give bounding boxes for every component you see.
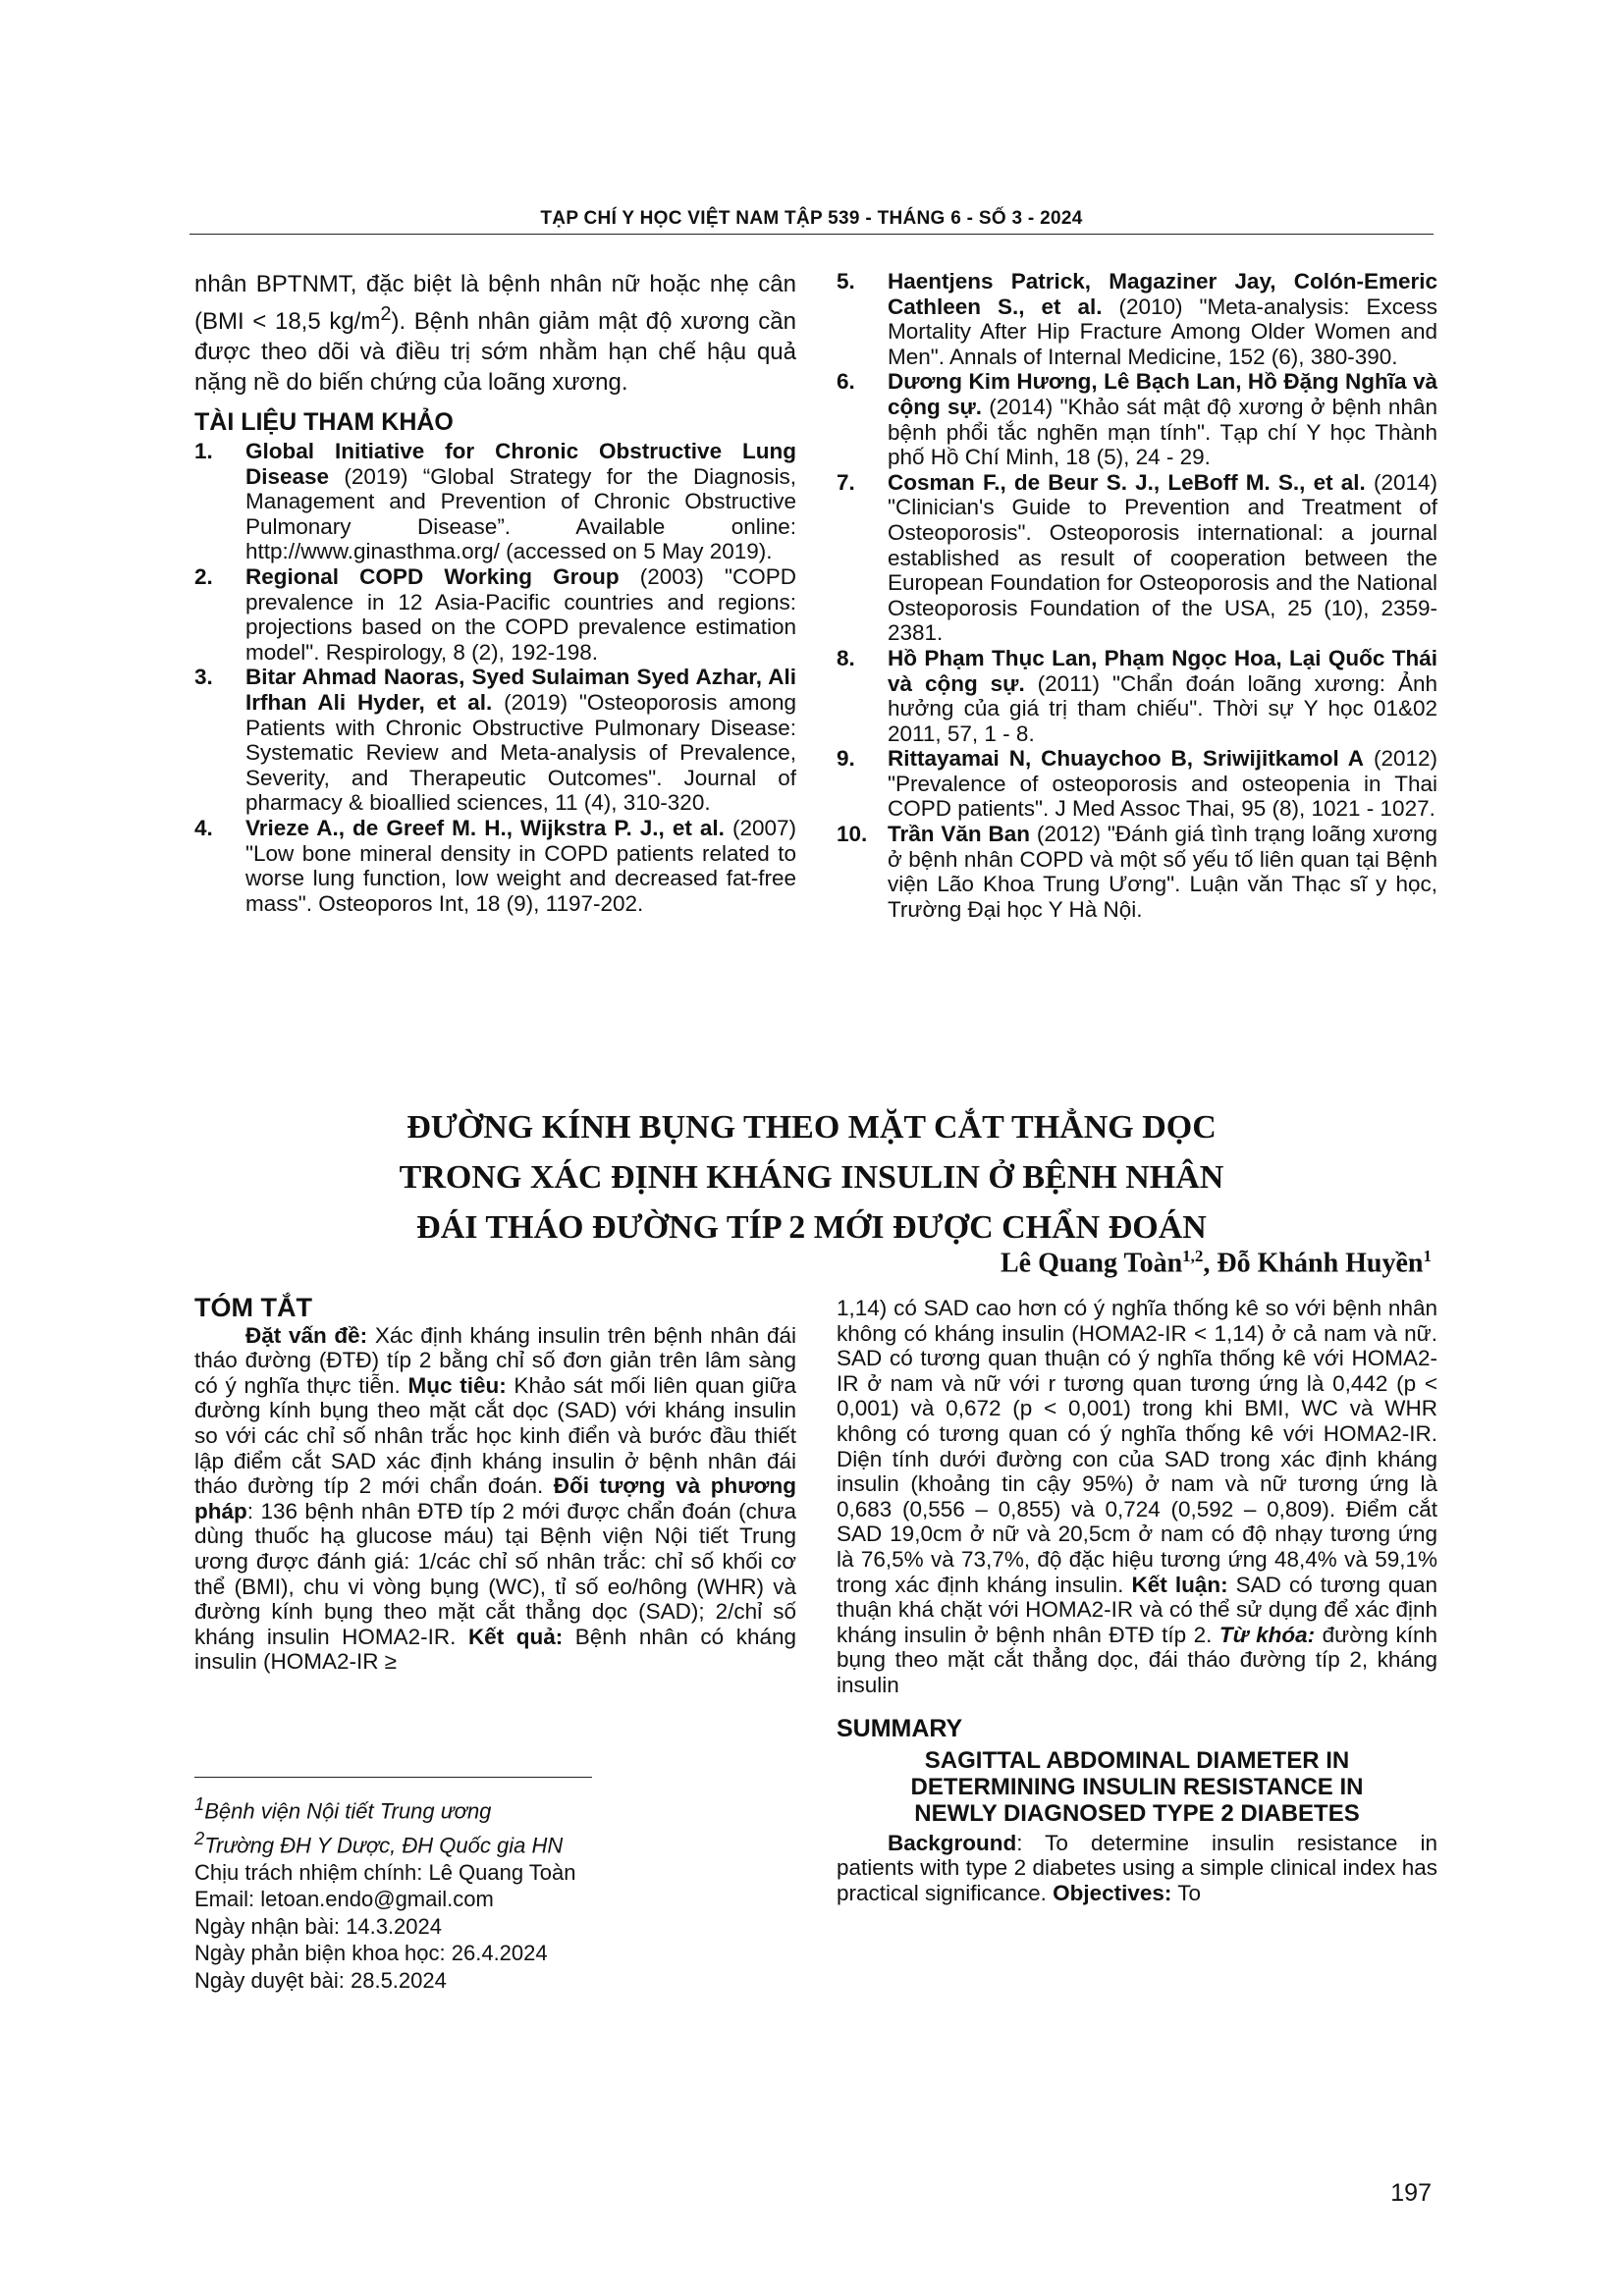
email: Email: letoan.endo@gmail.com	[194, 1887, 494, 1912]
reference-number: 5.	[837, 269, 855, 294]
summary-label: Background	[888, 1830, 1017, 1855]
reference-number: 4.	[194, 815, 213, 840]
article-title-line: ĐƯỜNG KÍNH BỤNG THEO MẶT CẮT THẲNG DỌC	[406, 1109, 1217, 1146]
summary-subtitle-line: NEWLY DIAGNOSED TYPE 2 DIABETES	[914, 1799, 1360, 1827]
reference-text: (2014) "Clinician's Guide to Prevention and Treatment of Osteoporosis". Osteoporosis international: a journal established as result of cooperation between the European Foundation for Osteoporosis and the National Osteoporosis Foundation of the USA, 25 (10), 2359-2381.	[888, 469, 1437, 646]
reference-list-left	[194, 439, 796, 916]
abstract-column-right	[837, 1296, 1437, 1905]
accepted-date: Ngày duyệt bài: 28.5.2024	[194, 1967, 447, 1993]
abstract-label: Đối tượng và phương pháp	[194, 1473, 796, 1523]
abstract-text: Khảo sát mối liên quan giữa đường kính bụng theo mặt cắt dọc (SAD) với kháng insulin so với các chỉ số nhân trắc học kinh điển và bước đầu thiết lập điểm cắt SAD xác định kháng insulin ở bệnh nhân đái tháo đường típ 2 mới chẩn đoán.	[194, 1372, 796, 1499]
reference-authors: Dương Kim Hương, Lê Bạch Lan, Hồ Đặng Nghĩa và cộng sự.	[888, 369, 1437, 419]
keywords-text: đường kính bụng theo mặt cắt thẳng dọc, đái tháo đường típ 2, kháng insulin	[837, 1622, 1437, 1697]
reference-item	[837, 822, 1437, 922]
abstract-label: Đặt vấn đề:	[245, 1322, 368, 1348]
keywords-label: Từ khóa:	[1218, 1622, 1316, 1647]
right-column-top	[837, 269, 1437, 922]
reference-authors: Vrieze A., de Greef M. H., Wijkstra P. J., et al.	[245, 815, 725, 840]
intro-text-part2: ). Bệnh nhân giảm mật độ xương cần được theo dõi và điều trị sớm nhằm hạn chế hậu quả nặng nề do biến chứng của loãng xương.	[194, 308, 796, 396]
reference-text: (2003) "COPD prevalence in 12 Asia-Pacific countries and regions: projections based on the COPD prevalence estimation model". Respirology, 8 (2), 192-198.	[245, 563, 796, 665]
affiliation-text: Bệnh viện Nội tiết Trung ương	[204, 1798, 492, 1824]
reference-item	[837, 269, 1437, 369]
article-title-line: ĐÁI THÁO ĐƯỜNG TÍP 2 MỚI ĐƯỢC CHẨN ĐOÁN	[416, 1209, 1207, 1246]
abstract-column-left	[194, 1293, 796, 1675]
reference-item	[194, 564, 796, 665]
footnotes	[194, 1790, 803, 1994]
reference-number: 9.	[837, 746, 855, 772]
reference-text: (2012) "Đánh giá tình trạng loãng xương ở bệnh nhân COPD và một số yếu tố liên quan tại Bệnh viện Lão Khoa Trung Ương". Luận văn Thạc sĩ y học, Trường Đại học Y Hà Nội.	[888, 822, 1437, 922]
reference-authors: Global Initiative for Chronic Obstructive Lung Disease	[245, 439, 796, 489]
reference-authors: Hồ Phạm Thục Lan, Phạm Ngọc Hoa, Lại Quốc Thái và cộng sự.	[888, 645, 1437, 696]
reference-text: (2012) "Prevalence of osteoporosis and osteopenia in Thai COPD patients". J Med Assoc Thai, 95 (8), 1021 - 1027.	[888, 746, 1437, 822]
summary-subtitle-line: SAGITTAL ABDOMINAL DIAMETER IN	[924, 1746, 1350, 1774]
reference-item	[194, 816, 796, 916]
author-name: Đỗ Khánh Huyền	[1217, 1248, 1424, 1279]
left-column-top	[194, 269, 796, 916]
abstract-title: TÓM TẮT	[194, 1293, 312, 1322]
received-date: Ngày nhận bài: 14.3.2024	[194, 1913, 442, 1939]
reference-text: (2011) "Chẩn đoán loãng xương: Ảnh hưởng của giá trị tham chiếu". Thời sự Y học 01&02 2011, 57, 1 - 8.	[888, 670, 1437, 746]
abstract-text: 1,14) có SAD cao hơn có ý nghĩa thống kê so với bệnh nhân không có kháng insulin (HOMA2-IR < 1,14) ở cả nam và nữ. SAD có tương quan thuận có ý nghĩa thống kê với HOMA2-IR ở nam và nữ với r tương quan tương ứng là 0,442 (p < 0,001) và 0,672 (p < 0,001) trong khi BMI, WC và WHR không có tương quan có ý nghĩa thống kê với HOMA2-IR. Diện tính dưới đường con của SAD trong xác định kháng insulin (khoảng tin cậy 95%) ở nam và nữ tương ứng là 0,683 (0,556 – 0,855) và 0,724 (0,592 – 0,809). Điểm cắt SAD 19,0cm ở nữ và 20,5cm ở nam có độ nhạy tương ứng là 76,5% và 73,7%, độ đặc hiệu tương ứng 48,4% và 59,1% trong xác định kháng insulin.	[837, 1296, 1437, 1597]
reference-text: (2019) “Global Strategy for the Diagnosis, Management and Prevention of Chronic Obstructive Pulmonary Disease”. Available online: http://www.ginasthma.org/ (accessed on 5 May 2019).	[245, 463, 796, 564]
author-affiliation-mark: 1,2	[1182, 1247, 1204, 1265]
summary-text: : To determine insulin resistance in patients with type 2 diabetes using a simple clinical index has practical significance.	[837, 1830, 1437, 1905]
reference-text: (2014) "Khảo sát mật độ xương ở bệnh nhân bệnh phổi tắc nghẽn mạn tính". Tạp chí Y học Thành phố Hồ Chí Minh, 18 (5), 24 - 29.	[888, 394, 1437, 470]
affiliation-mark: 2	[194, 1827, 205, 1848]
footnote-rule	[194, 1777, 592, 1778]
reference-text: (2010) "Meta-analysis: Excess Mortality After Hip Fracture Among Older Women and Men". Annals of Internal Medicine, 152 (6), 380-390.	[888, 294, 1438, 369]
reference-number: 2.	[194, 563, 213, 589]
reference-text: (2007) "Low bone mineral density in COPD patients related to worse lung function, low weight and decreased fat-free mass". Osteoporos Int, 18 (9), 1197-202.	[245, 815, 797, 916]
reference-item	[194, 439, 796, 564]
reference-number: 8.	[837, 645, 855, 670]
summary-text: To	[1171, 1880, 1202, 1905]
abstract-label: Mục tiêu:	[407, 1372, 507, 1398]
affiliation-mark: 1	[194, 1793, 205, 1814]
article-title	[189, 1102, 1434, 1253]
reference-number: 1.	[194, 439, 213, 463]
abstract-text: : 136 bệnh nhân ĐTĐ típ 2 mới được chẩn đoán (chưa dùng thuốc hạ glucose máu) tại Bệnh viện Nội tiết Trung ương được đánh giá: 1/các chỉ số nhân trắc: chỉ số khối cơ thể (BMI), chu vi vòng bụng (WC), tỉ số eo/hông (WHR) và đường kính bụng theo mặt cắt thẳng dọc (SAD); 2/chỉ số kháng insulin HOMA2-IR.	[194, 1498, 796, 1649]
abstract-paragraph-right	[837, 1296, 1437, 1698]
affiliation-1	[194, 1790, 803, 1825]
abstract-paragraph-left	[194, 1323, 796, 1675]
article-title-line: TRONG XÁC ĐỊNH KHÁNG INSULIN Ở BỆNH NHÂN	[399, 1159, 1224, 1196]
author-name: Lê Quang Toàn	[1000, 1248, 1183, 1279]
journal-header: TẠP CHÍ Y HỌC VIỆT NAM TẬP 539 - THÁNG 6 - SỐ 3 - 2024	[540, 208, 1083, 229]
reference-authors: Cosman F., de Beur S. J., LeBoff M. S., et al.	[888, 469, 1366, 495]
reference-list-right	[837, 269, 1437, 922]
summary-label: Objectives:	[1053, 1880, 1172, 1905]
reference-item	[837, 746, 1437, 822]
references-title: TÀI LIỆU THAM KHẢO	[194, 408, 454, 436]
corresponding-author: Chịu trách nhiệm chính: Lê Quang Toàn	[194, 1859, 576, 1885]
reference-number: 3.	[194, 665, 213, 690]
reference-item	[837, 470, 1437, 646]
affiliation-2	[194, 1825, 803, 1859]
summary-subtitle-line: DETERMINING INSULIN RESISTANCE IN	[910, 1773, 1364, 1800]
reference-authors: Rittayamai N, Chuaychoo B, Sriwijitkamol A	[888, 746, 1365, 772]
reference-number: 10.	[837, 822, 868, 847]
author-affiliation-mark: 1	[1423, 1247, 1432, 1265]
page-number: 197	[1390, 2179, 1432, 2207]
reference-authors: Bitar Ahmad Naoras, Syed Sulaiman Syed Azhar, Ali Irfhan Ali Hyder, et al.	[245, 665, 796, 715]
reference-number: 7.	[837, 469, 855, 495]
header-rule	[189, 234, 1434, 235]
abstract-text: SAD có tương quan thuận khá chặt với HOMA2-IR và có thể sử dụng để xác định kháng insulin ở bệnh nhân ĐTĐ típ 2.	[837, 1572, 1437, 1647]
reference-item	[837, 646, 1437, 746]
reviewed-date: Ngày phản biện khoa học: 26.4.2024	[194, 1941, 548, 1966]
abstract-text: Bệnh nhân có kháng insulin (HOMA2-IR ≥	[194, 1624, 796, 1675]
abstract-label: Kết luận:	[1131, 1572, 1228, 1597]
intro-superscript: 2	[380, 303, 392, 325]
summary-subtitle	[837, 1747, 1437, 1827]
author-line	[1001, 1247, 1432, 1279]
summary-title: SUMMARY	[837, 1714, 963, 1742]
reference-item	[837, 369, 1437, 469]
abstract-label: Kết quả:	[467, 1624, 564, 1649]
reference-authors: Haentjens Patrick, Magaziner Jay, Colón-Emeric Cathleen S., et al.	[888, 269, 1437, 319]
reference-authors: Regional COPD Working Group	[245, 563, 620, 589]
intro-paragraph	[194, 269, 796, 398]
reference-text: (2019) "Osteoporosis among Patients with Chronic Obstructive Pulmonary Disease: Systematic Review and Meta-analysis of Prevalence, Severity, and Therapeutic Outcomes". Journal of pharmacy & bioallied sciences, 11 (4), 310-320.	[245, 689, 797, 816]
reference-number: 6.	[837, 369, 855, 395]
abstract-text: Xác định kháng insulin trên bệnh nhân đái tháo đường (ĐTĐ) típ 2 bằng chỉ số đơn giản trên lâm sàng có ý nghĩa thực tiễn.	[194, 1322, 796, 1398]
summary-paragraph	[837, 1831, 1437, 1906]
intro-text-part1: nhân BPTNMT, đặc biệt là bệnh nhân nữ hoặc nhẹ cân (BMI < 18,5 kg/m	[194, 271, 796, 335]
author-separator: ,	[1203, 1248, 1218, 1279]
reference-authors: Trần Văn Ban	[888, 822, 1031, 847]
reference-item	[194, 665, 796, 816]
affiliation-text: Trường ĐH Y Dược, ĐH Quốc gia HN	[204, 1833, 564, 1858]
